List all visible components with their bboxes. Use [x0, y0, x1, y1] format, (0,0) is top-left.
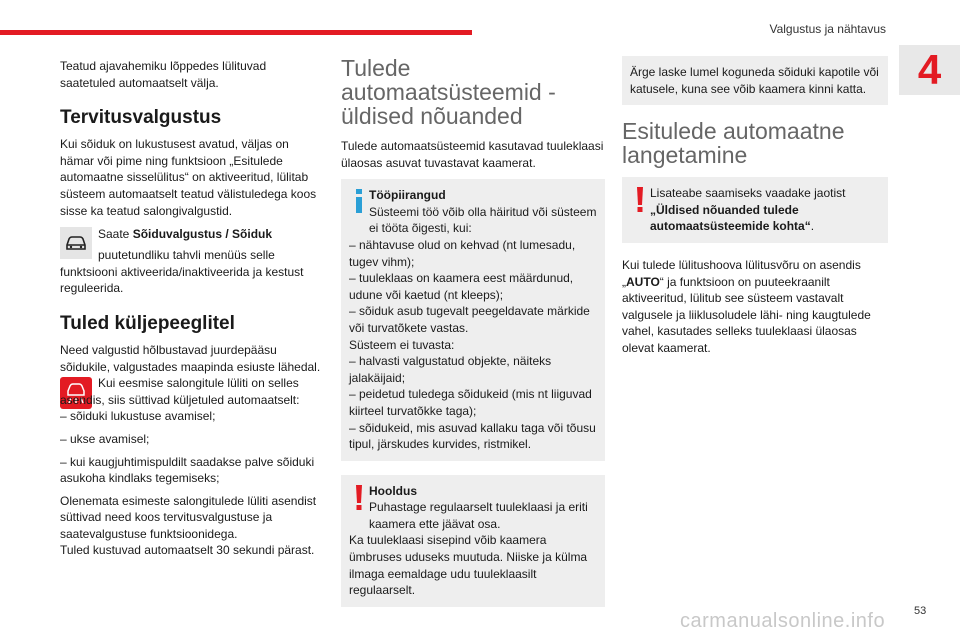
reference-text: [650, 185, 880, 235]
intro-text: Teatud ajavahemiku lõppedes lülituvad saatetuled automaatselt välja.: [60, 59, 267, 90]
reference-link-title: „Üldised nõuanded tulede automaatsüsteemide kohta“: [650, 202, 811, 234]
header-accent-bar: [0, 30, 472, 35]
welcome-lighting-text: Kui sõiduk on lukustusest avatud, väljas on hämar või pime ning funktsioon „Esitulede automaatne sisselülitus“ on aktiveeritud, lülitab süsteem automaatselt teatud välistuledega koos sisse ka teatud salongivalgustid.: [60, 137, 317, 218]
auto-dipping-text: [622, 257, 888, 357]
info-box-limitations: [341, 179, 605, 461]
settings-prefix: Saate: [98, 227, 133, 242]
heading-welcome-lighting: Tervitusvalgustus: [60, 107, 222, 129]
info-line-6: – halvasti valgustatud objekte, näiteks jalakäijaid;: [349, 354, 552, 385]
info-line-5: Süsteem ei tuvasta:: [349, 337, 455, 352]
warning-line-2: Ka tuuleklaasi sisepind võib kaamera ümbruses uduseks muutuda. Niiske ja külma ilmaga eemaldage udu tuuleklaasilt regulaarselt.: [349, 533, 588, 598]
auto-dipping-rest: “ ja funktsioon on puuteekraanilt aktiveeritud, lülitub see süsteem vastavalt valgusele ja liiklusoludele lähi- ning kaugtulede vahel, kasutades selleks tuuleklaasi ülaosas olevat kaamerat.: [622, 274, 871, 355]
mirror-lights-text: Need valgustid hõlbustavad juurdepääsu sõidukile, valgustades maapinda esiuste lähedal.: [60, 342, 321, 374]
info-line-3: – tuuleklaas on kaamera eest määrdunud, udune või kaetud (nt kleeps);: [349, 271, 574, 302]
auto-lights-text: Tulede automaatsüsteemid kasutavad tuuleklaasi ülaosas asuvat tuvastavat kaamerat.: [341, 139, 604, 170]
column-1: [60, 58, 324, 565]
reference-plain: Lisateabe saamiseks vaadake jaotist: [650, 186, 846, 201]
heading-auto-dipping: Esitulede automaatne langetamine: [622, 118, 845, 169]
settings-description: puutetundliku tahvli menüüs selle funktsiooni aktiveerida/inaktiveerida ja kestust reguleerida.: [60, 248, 304, 296]
mirror-item-2: – ukse avamisel;: [60, 431, 150, 446]
heading-auto-lights-general: Tulede automaatsüsteemid - üldised nõuanded: [341, 55, 556, 129]
warning-box-maintenance: [341, 475, 605, 607]
warning-box-title: Hooldus: [369, 483, 417, 498]
settings-menu-path: Sõiduvalgustus / Sõiduk: [132, 227, 273, 242]
reference-end: .: [810, 219, 815, 234]
snow-note-text: Ärge laske lumel koguneda sõiduki kapotile või katusele, kuna see võib kaamera kinni katta.: [630, 65, 879, 96]
mirror-item-3: – kui kaugjuhtimispuldilt saadakse palve sõiduki asukoha kindlaks tegemiseks;: [60, 454, 315, 486]
info-line-4: – sõiduk asub tugevalt peegeldavate märkide või turvatõkete vastas.: [349, 304, 590, 335]
info-box-title: Tööpiirangud: [369, 188, 446, 203]
info-line-2: – nähtavuse olud on kehvad (nt lumesadu, tugev vihm);: [349, 237, 576, 269]
warning-box-reference: [622, 177, 888, 243]
snow-note-box: [622, 56, 888, 105]
chapter-number-tab: 4: [899, 45, 960, 95]
mirror-item-1: – sõiduki lukustuse avamisel;: [60, 409, 216, 424]
car-icon: [60, 227, 92, 259]
column-3: [622, 56, 888, 363]
heading-mirror-lights: Tuled küljepeeglitel: [60, 312, 235, 334]
auto-mode-label: AUTO: [626, 274, 660, 289]
column-2: [341, 56, 605, 621]
info-icon: [349, 187, 369, 213]
info-line-1: Süsteemi töö võib olla häiritud või süsteem ei tööta õigesti, kui:: [369, 204, 597, 236]
warning-icon: [349, 483, 369, 511]
warning-icon: [630, 185, 650, 213]
section-header-title: Valgustus ja nähtavus: [769, 22, 886, 36]
watermark-text: carmanualsonline.info: [680, 610, 886, 632]
mirror-after-text: Olenemata esimeste salongitulede lüliti asendist süttivad need koos tervitusvalgustuse ja saatevalgustuse funktsioonidega.: [60, 493, 317, 541]
mirror-end-text: Tuled kustuvad automaatselt 30 sekundi pärast.: [60, 543, 315, 558]
info-line-8: – sõidukeid, mis asuvad kallaku taga või tõusu tipul, järskudes kurvides, ristmikel.: [349, 420, 596, 452]
warning-line-1: Puhastage regulaarselt tuuleklaasi ja eriti kaamera ette jäävat osa.: [369, 500, 588, 531]
auto-dipping-prefix: Kui tulede lülitushoova lülitusvõru on asendis „: [622, 257, 861, 289]
mirror-switch-text: Kui eesmise salongitule lüliti on selles asendis, siis süttivad küljetuled automaatselt:: [60, 376, 300, 407]
info-line-7: – peidetud tuledega sõidukeid (mis nt liiguvad kiirteel turvatõkke taga);: [349, 387, 592, 418]
page-number: 53: [914, 605, 927, 617]
